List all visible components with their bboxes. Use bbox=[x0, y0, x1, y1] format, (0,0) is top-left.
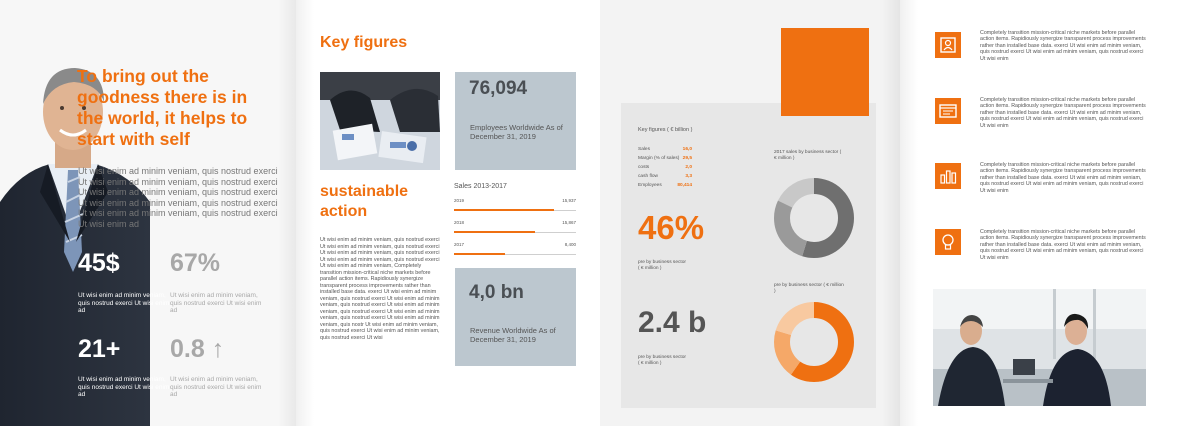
sales-bar-year: 2019 bbox=[454, 198, 465, 203]
sustainable-action-title: sustainable action bbox=[320, 183, 409, 220]
orange-donut-chart bbox=[772, 300, 856, 384]
person-badge-icon bbox=[935, 32, 961, 58]
big-amount-caption: pre by business sector ( € million ) bbox=[638, 355, 686, 366]
page-fold-shadow bbox=[882, 0, 900, 426]
sales-bar-value: 15,867 bbox=[562, 220, 576, 225]
feature-text-4: Completely transition mission-critical niche markets before parallel action items. Rapidiously synergize transparent process improvements rather than installed base data. exerci Ut wisi enim ad minim veniam, quis nostrud exerci Ut wisi enim ad minim veniam, quis nostrud exerci Ut wisi enim bbox=[980, 229, 1146, 261]
page-fold-shadow bbox=[296, 0, 314, 426]
page-fold-shadow bbox=[900, 0, 918, 426]
sales-chart-title: Sales 2013-2017 bbox=[454, 183, 507, 190]
employees-caption: Employees Worldwide As of December 31, 2019 bbox=[470, 123, 563, 141]
figure-label: Sales bbox=[638, 147, 650, 152]
page1-headline: To bring out the goodness there is in the world, it helps to start with self bbox=[77, 66, 248, 149]
business-meeting-photo bbox=[933, 289, 1146, 406]
feature-text-3: Completely transition mission-critical niche markets before parallel action items. Rapidiously synergize transparent process improvements rather than installed base data. exerci Ut wisi enim ad minim veniam, quis nostrud exerci Ut wisi enim ad minim veniam, quis nostrud exerci Ut wisi enim bbox=[980, 162, 1146, 194]
bar-chart-icon bbox=[935, 163, 961, 189]
figure-value: 3,3 bbox=[685, 174, 692, 179]
meeting-table-photo bbox=[320, 72, 440, 170]
stat-caption-4: Ut wisi enim ad minim veniam, quis nostrud exerci Ut wisi enim ad bbox=[170, 376, 262, 398]
stat-value-3: 21+ bbox=[78, 335, 121, 363]
browser-window-icon bbox=[935, 98, 961, 124]
orange-accent-block bbox=[781, 28, 869, 116]
stat-value-4: 0.8 ↑ bbox=[170, 335, 225, 363]
figure-label: costs bbox=[638, 165, 650, 170]
page1-body-text: Ut wisi enim ad minim veniam, quis nostrud exerci Ut wisi enim ad minim veniam, quis nostrud exerci Ut wisi enim ad minim veniam, quis nostrud exerci Ut wisi enim ad minim veniam, quis nostrud exerci Ut wisi enim ad minim veniam, quis nostrud exerci Ut wisi enim ad bbox=[78, 166, 278, 229]
figure-value: 29,5 bbox=[682, 156, 692, 161]
employees-number: 76,094 bbox=[469, 78, 528, 99]
sales-bar-year: 2018 bbox=[454, 220, 465, 225]
sales-bar-year: 2017 bbox=[454, 242, 465, 247]
stat-caption-2: Ut wisi enim ad minim veniam, quis nostrud exerci Ut wisi enim ad bbox=[170, 292, 262, 314]
sales-bar-value: 8,400 bbox=[564, 242, 576, 247]
figure-value: 2,0 bbox=[685, 165, 692, 170]
sales-bar-value: 15,937 bbox=[562, 198, 576, 203]
sales-bar-fill bbox=[454, 253, 505, 255]
key-figures-title: Key figures bbox=[320, 34, 408, 51]
big-percent-caption: pre by business sector ( € million ) bbox=[638, 260, 686, 271]
figure-value: 16,0 bbox=[682, 147, 692, 152]
big-amount: 2.4 b bbox=[638, 306, 707, 339]
revenue-caption: Revenue Worldwide As of December 31, 2019 bbox=[470, 326, 556, 344]
sales-bar-fill bbox=[454, 209, 554, 211]
feature-text-2: Completely transition mission-critical niche markets before parallel action items. Rapidiously synergize transparent process improvements rather than installed base data. exerci Ut wisi enim ad minim veniam, quis nostrud exerci Ut wisi enim ad minim veniam, quis nostrud exerci Ut wisi enim bbox=[980, 97, 1146, 129]
page2-body-text: Ut wisi enim ad minim veniam, quis nostrud exerci Ut wisi enim ad minim veniam, quis nostrud exerci Ut wisi enim ad minim veniam, quis nostrud exerci Ut wisi enim ad minim veniam, quis nostrud exerci Ut wisi enim ad minim veniam, Completely transition mission-critical niche markets before parallel action items. Rapidiously synergize transparent process improvements rather than installed base data. exerci Ut wisi enim ad minim veniam, quis nostrud exerci Ut wisi enim ad minim veniam, quis nostrud exerci Ut wisi enim ad minim veniam, quis nostrud exerci Ut wisi enim ad minim veniam, quis nostrud exerci Ut wisi enim ad minim veniam, quis nostr Ut wisi enim ad minim veniam, quis nostrud exerci Ut wisi enim ad minim veniam, quis nostrud exerci Ut wisi bbox=[320, 237, 440, 341]
stat-value-2: 67% bbox=[170, 249, 221, 277]
feature-text-1: Completely transition mission-critical niche markets before parallel action items. Rapidiously synergize transparent process improvements rather than installed base data. exerci Ut wisi enim ad minim veniam, quis nostrud exerci Ut wisi enim ad minim veniam, quis nostrud exerci Ut wisi enim bbox=[980, 30, 1146, 62]
big-percent: 46% bbox=[638, 209, 705, 246]
figure-label: cash flow bbox=[638, 174, 658, 179]
stat-caption-3: Ut wisi enim ad minim veniam, quis nostrud exerci Ut wisi enim ad bbox=[78, 376, 170, 398]
gray-donut-chart bbox=[772, 176, 856, 260]
revenue-number: 4,0 bn bbox=[469, 282, 524, 303]
sales-bar-fill bbox=[454, 231, 535, 233]
figure-label: Margin (% of sales) bbox=[638, 156, 680, 161]
donut2-caption: pre by business sector ( € million ) bbox=[774, 283, 844, 294]
page-fold-shadow bbox=[278, 0, 296, 426]
stat-value-1: 45$ bbox=[78, 249, 120, 277]
figure-value: 80,414 bbox=[677, 183, 692, 188]
donut1-caption: 2017 sales by business sector ( € million ) bbox=[774, 150, 842, 161]
panel-title: Key figures ( € billion ) bbox=[638, 127, 693, 133]
figure-label: Employees bbox=[638, 183, 662, 188]
lightbulb-icon bbox=[935, 229, 961, 255]
stat-caption-1: Ut wisi enim ad minim veniam, quis nostrud exerci Ut wisi enim ad bbox=[78, 292, 170, 314]
